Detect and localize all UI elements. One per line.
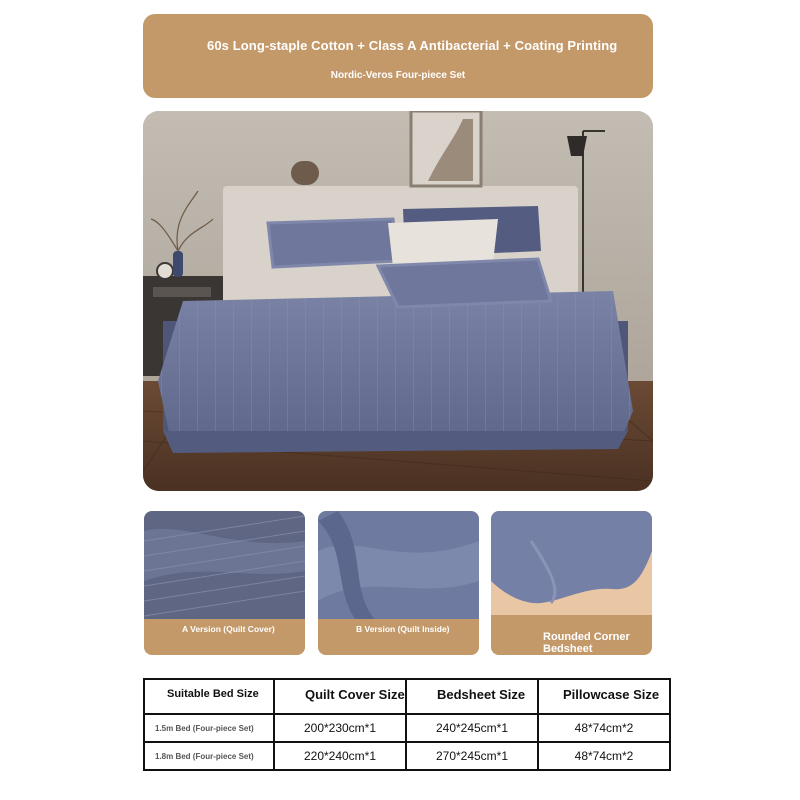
swatch-a-version [144,511,305,655]
swatch-c-caption: Rounded Corner Bedsheet [491,615,652,655]
swatch-b-caption: B Version (Quilt Inside) [318,619,479,655]
header-banner [143,14,653,98]
row-bed-size: 1.8m Bed (Four-piece Set) [144,742,274,770]
banner-title: 60s Long-staple Cotton + Class A Antibacterial + Coating Printing [207,38,618,53]
table-row [144,742,670,770]
bedroom-hero-photo [143,111,653,491]
header-quilt-cover: Quilt Cover Size [274,679,406,714]
row-pillowcase: 48*74cm*2 [538,742,670,770]
row-bed-size: 1.5m Bed (Four-piece Set) [144,714,274,742]
swatch-a-caption: A Version (Quilt Cover) [144,619,305,655]
row-quilt-cover: 200*230cm*1 [274,714,406,742]
row-pillowcase: 48*74cm*2 [538,714,670,742]
fabric-b-image [318,511,479,623]
header-bed-size: Suitable Bed Size [144,679,274,714]
row-bedsheet: 240*245cm*1 [406,714,538,742]
row-bedsheet: 270*245cm*1 [406,742,538,770]
fabric-c-image [491,511,652,615]
header-bedsheet: Bedsheet Size [406,679,538,714]
header-pillowcase: Pillowcase Size [538,679,670,714]
swatch-b-version [318,511,479,655]
table-header-row [144,679,670,714]
banner-subtitle: Nordic-Veros Four-piece Set [330,70,466,81]
size-spec-table [143,678,671,771]
bedroom-illustration [143,111,653,491]
swatch-rounded-corner [491,511,652,655]
row-quilt-cover: 220*240cm*1 [274,742,406,770]
fabric-a-image [144,511,305,623]
table-row [144,714,670,742]
